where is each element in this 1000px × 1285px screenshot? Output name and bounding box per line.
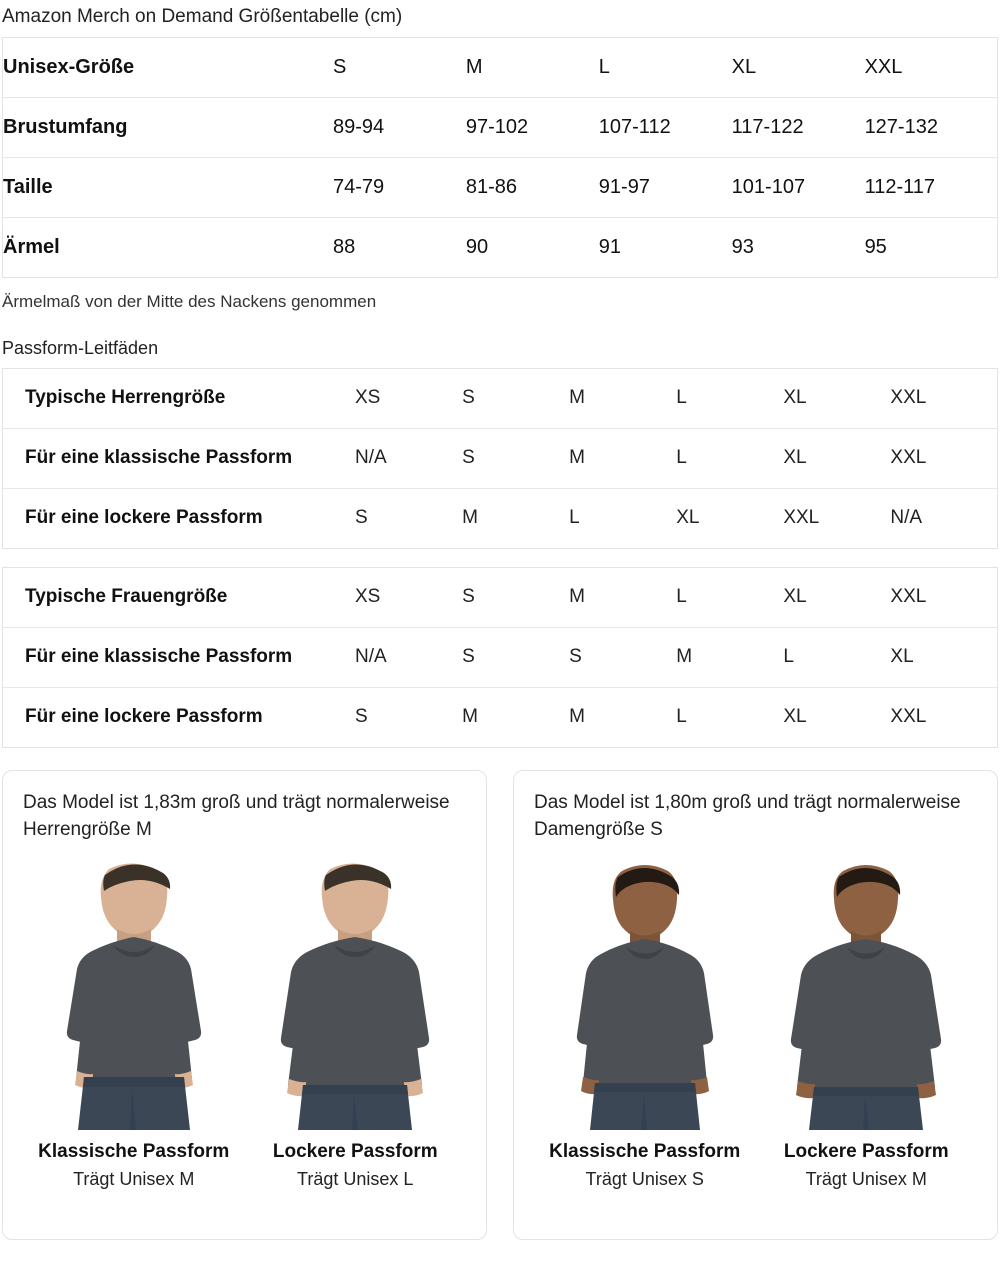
cell-value: XXL xyxy=(890,706,927,728)
women-fit-table xyxy=(2,567,998,748)
table-row xyxy=(3,37,998,97)
cell-value: M xyxy=(462,507,478,529)
row-label: Unisex-Größe xyxy=(3,37,334,97)
cell-value: XXL xyxy=(890,567,997,627)
cell-value: S xyxy=(355,507,368,529)
cell-value: S xyxy=(462,627,569,687)
figure-classic-fit xyxy=(541,855,749,1130)
cell-value: 89-94 xyxy=(333,97,466,157)
row-label: Typische Herrengröße xyxy=(3,368,356,428)
cell-value: S xyxy=(569,627,676,687)
cell-value: M xyxy=(676,627,783,687)
cell-value: XL xyxy=(783,567,890,627)
table-row xyxy=(3,97,998,157)
cell-value: XS xyxy=(355,368,462,428)
cell-value: 88 xyxy=(333,235,356,258)
figure-loose-fit xyxy=(762,855,970,1130)
cell-value: L xyxy=(783,627,890,687)
cell-value: 112-117 xyxy=(865,157,998,217)
cell-value: XL xyxy=(783,428,890,488)
fit-label: Klassische Passform xyxy=(38,1140,230,1162)
fit-label: Lockere Passform xyxy=(272,1140,438,1162)
table-row xyxy=(3,488,998,548)
model-figures xyxy=(23,850,466,1130)
men-fit-table xyxy=(2,368,998,549)
cell-value: 93 xyxy=(731,235,754,258)
row-label: Für eine lockere Passform xyxy=(25,706,263,728)
sleeve-measure-note: Ärmelmaß von der Mitte des Nackens genommen xyxy=(2,291,377,311)
model-figures xyxy=(534,850,977,1130)
cell-value: L xyxy=(676,428,783,488)
cell-value: 74-79 xyxy=(333,157,466,217)
cell-value: 91-97 xyxy=(599,157,732,217)
cell-value: S xyxy=(462,567,569,627)
cell-value: L xyxy=(676,567,783,627)
cell-value: M xyxy=(569,567,676,627)
figure-label-loose xyxy=(251,1138,459,1194)
model-caption: Das Model ist 1,83m groß und trägt normalerweise Herrengröße M xyxy=(23,791,450,841)
fit-label: Lockere Passform xyxy=(783,1140,949,1162)
fit-guides-label: Passform-Leitfäden xyxy=(2,337,159,358)
cell-value: M xyxy=(462,706,478,728)
cell-value: XXL xyxy=(865,37,998,97)
figure-label-classic xyxy=(30,1138,238,1194)
model-figure-labels xyxy=(23,1138,466,1194)
cell-value: XS xyxy=(355,567,462,627)
cell-value: 107-112 xyxy=(599,97,732,157)
cell-value: N/A xyxy=(355,627,462,687)
table-row xyxy=(3,428,998,488)
row-label: Für eine klassische Passform xyxy=(3,428,356,488)
cell-value: 117-122 xyxy=(732,97,865,157)
cell-value: L xyxy=(569,507,580,529)
cell-value: XL xyxy=(783,706,807,728)
cell-value: L xyxy=(599,37,732,97)
figure-classic-fit xyxy=(30,855,238,1130)
cell-value: M xyxy=(466,37,599,97)
model-card-men xyxy=(2,770,487,1240)
cell-value: S xyxy=(462,368,569,428)
cell-value: L xyxy=(676,706,687,728)
page-title: Amazon Merch on Demand Größentabelle (cm) xyxy=(2,6,403,27)
cell-value: 101-107 xyxy=(732,157,865,217)
cell-value: XL xyxy=(732,37,865,97)
table-divider xyxy=(0,549,1000,567)
wears-label: Trägt Unisex L xyxy=(297,1169,414,1190)
unisex-size-table xyxy=(2,37,998,278)
cell-value: XL xyxy=(676,507,700,529)
cell-value: 81-86 xyxy=(466,157,599,217)
female-classic-fit-illustration xyxy=(550,855,740,1130)
cell-value: N/A xyxy=(355,428,462,488)
figure-loose-fit xyxy=(251,855,459,1130)
cell-value: 91 xyxy=(598,235,622,258)
row-label: Ärmel xyxy=(3,235,60,258)
female-loose-fit-illustration xyxy=(771,855,961,1130)
table-row xyxy=(3,368,998,428)
cell-value: S xyxy=(462,428,569,488)
model-figure-labels xyxy=(534,1138,977,1194)
wears-label: Trägt Unisex M xyxy=(805,1169,927,1190)
cell-value: XXL xyxy=(890,368,997,428)
cell-value: S xyxy=(333,37,466,97)
model-card-women xyxy=(513,770,998,1240)
cell-value: 90 xyxy=(465,235,489,258)
row-label: Taille xyxy=(3,157,334,217)
row-label: Brustumfang xyxy=(3,97,334,157)
cell-value: M xyxy=(569,368,676,428)
male-classic-fit-illustration xyxy=(39,855,229,1130)
cell-value: M xyxy=(569,428,676,488)
table-row xyxy=(3,687,998,747)
cell-value: L xyxy=(676,368,783,428)
row-label: Für eine lockere Passform xyxy=(25,507,263,529)
cell-value: XL xyxy=(890,627,997,687)
table-row xyxy=(3,157,998,217)
figure-label-classic xyxy=(541,1138,749,1194)
model-caption: Das Model ist 1,80m groß und trägt normalerweise Damengröße S xyxy=(534,791,961,841)
cell-value: 95 xyxy=(864,235,887,258)
cell-value: 127-132 xyxy=(865,97,998,157)
wears-label: Trägt Unisex M xyxy=(73,1169,195,1190)
male-loose-fit-illustration xyxy=(260,855,450,1130)
cell-value: S xyxy=(355,706,368,728)
cell-value: XL xyxy=(783,368,890,428)
row-label: Typische Frauengröße xyxy=(3,567,356,627)
cell-value: M xyxy=(569,706,585,728)
cell-value: XXL xyxy=(890,428,997,488)
cell-value: N/A xyxy=(890,507,923,529)
fit-label: Klassische Passform xyxy=(549,1140,741,1162)
model-cards-row xyxy=(0,748,1000,1240)
wears-label: Trägt Unisex S xyxy=(585,1169,704,1190)
table-row xyxy=(3,567,998,627)
cell-value: 97-102 xyxy=(466,97,599,157)
cell-value: XXL xyxy=(783,507,820,529)
table-row xyxy=(3,217,998,277)
table-row xyxy=(3,627,998,687)
figure-label-loose xyxy=(762,1138,970,1194)
row-label: Für eine klassische Passform xyxy=(3,627,356,687)
